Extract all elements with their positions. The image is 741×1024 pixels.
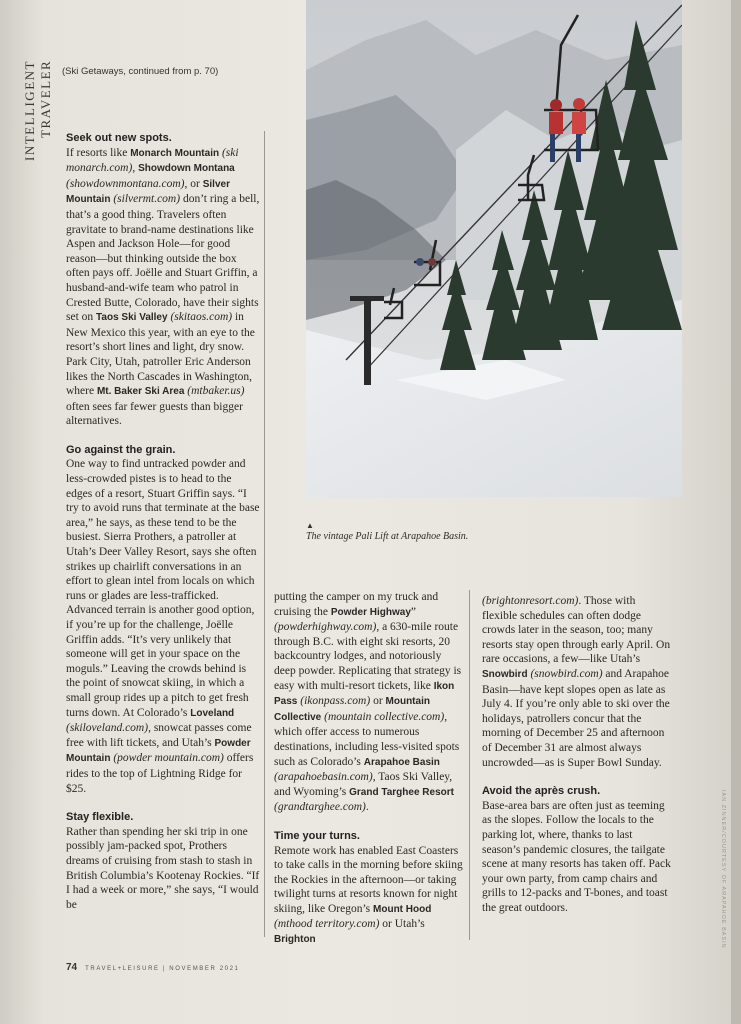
resort-name: Powder Highway [330, 606, 411, 618]
page-number: 74 [66, 962, 78, 973]
paragraph [482, 594, 672, 770]
resort-url: (skiloveland.com) [66, 722, 149, 735]
masthead-date: TRAVEL+LEISURE | NOVEMBER 2021 [85, 966, 240, 972]
resort-name: Arapahoe Basin [363, 756, 440, 768]
resort-url: (mtbaker.us) [184, 385, 245, 398]
column-1 [66, 131, 260, 912]
caption-marker: ▲ [306, 521, 314, 530]
subhead: Time your turns. [274, 829, 360, 842]
text: and Arapahoe Basin—have kept slopes open as late as July 4. If you’re only able to ski over the holidays, patrollers concur that the morning of December 25 and afternoon of December 31 are almost always uncrowded—as is Super Bowl Sunday. [482, 667, 670, 769]
resort-name: Brighton [274, 934, 316, 946]
subhead: Stay flexible. [66, 811, 134, 824]
ski-lift-photo [306, 0, 682, 497]
text: , Taos Ski Valley, and Wyoming’s [274, 771, 453, 798]
resort-name: Silver Mountain [66, 178, 230, 206]
ski-lift-illustration [306, 0, 682, 497]
text: offers rides to the top of Lightning Ridge for $25. [66, 752, 254, 795]
subhead: Seek out new spots. [66, 132, 172, 144]
resort-name: Taos Ski Valley [96, 312, 168, 324]
resort-name: Mountain Collective [274, 696, 430, 723]
column-rule [469, 590, 470, 940]
resort-url: (ikonpass.com) [297, 695, 371, 708]
paragraph [66, 457, 260, 796]
resort-name: Showdown Montana [138, 163, 235, 175]
continued-note: (Ski Getaways, continued from p. 70) [62, 66, 219, 77]
paragraph: Base-area bars are often just as teeming as the slopes. Follow the locals to the parking lot, where, thanks to last season’s pandemic closures, the tailgate scene at many resorts has taken off. Pack your own party, from camp chairs and grills to 12-packs and T-bones, and toast the great outdoors. [482, 799, 671, 914]
subhead: Avoid the après crush. [482, 785, 601, 798]
paragraph: Rather than spending her ski trip in one possibly jam-packed spot, Prothers dreams of cruising from stash to stash in British Columbia’s Kootenay Rockies. “If I had a week or more,” she says, “I would be [66, 825, 260, 911]
resort-url: (showdownmontana.com) [66, 177, 185, 190]
text: , or [184, 177, 203, 190]
paragraph [274, 844, 464, 948]
photo-credit: IAN ZINNER/COURTESY OF ARAPAHOE BASIN [720, 790, 726, 949]
text: in New Mexico this year, with an eye to the resort’s short lines and light, dry snow. Park City, Utah, patroller Eric Anderson likes the North Cascades in Washington, where [66, 311, 255, 398]
text: don’t ring a bell, that’s a good thing. Travelers often gravitate to brand-name destinations like Aspen and Jackson Hole—for good reason—but thinking outside the box often pays off. Joëlle and Stuart Griffin, a husband-and-wife team who patrol in Crested Butte, Colorado, have their sights set on [66, 193, 260, 324]
resort-url: (powderhighway.com) [274, 621, 377, 634]
resort-url: (snowbird.com) [527, 667, 603, 680]
photo-caption: The vintage Pali Lift at Arapahoe Basin. [306, 531, 469, 542]
text: . [365, 801, 369, 814]
column-3 [482, 594, 672, 915]
text: or [370, 695, 386, 708]
text: , a 630-mile route through B.C. with eight ski resorts, 20 backcountry lodges, and notoriously deep powder. Replicating that strategy is easy with multi-resort tickets, like [274, 621, 462, 692]
page-edge [731, 0, 741, 1024]
resort-url: (powder mountain.com) [110, 752, 224, 765]
resort-url: (ski monarch.com) [66, 146, 239, 175]
text: , which offer access to numerous destinations, including less-visited spots such as Colorado’s [274, 710, 460, 768]
resort-name: Loveland [190, 707, 235, 719]
resort-url: (arapahoebasin.com) [274, 771, 373, 784]
text: ” [410, 605, 416, 618]
subhead: Go against the grain. [66, 443, 176, 456]
text: If resorts like [66, 146, 131, 159]
resort-url: (skitaos.com) [167, 311, 233, 324]
resort-url: (grandtarghee.com) [274, 801, 366, 814]
resort-name: Mt. Baker Ski Area [96, 386, 185, 398]
column-2 [274, 590, 464, 948]
text: , [132, 162, 139, 175]
resort-url: (brightonresort.com) [482, 595, 579, 607]
text: , snowcat passes come free with lift tickets, and Utah’s [66, 722, 252, 749]
text: Remote work has enabled East Coasters to take calls in the morning before skiing the Rockies in the afternoon—or taking twilight turns at resorts known for night skiing, like Oregon’s [274, 844, 463, 915]
paragraph [274, 590, 464, 815]
resort-url: (silvermt.com) [110, 193, 181, 206]
resort-name: Powder Mountain [66, 737, 251, 765]
column-rule [264, 131, 265, 937]
text: . Those with flexible schedules can often dodge crowds later in the season, too; many resorts stay open through early April. On rare occasions, a few—like Utah’s [482, 595, 671, 666]
paragraph [66, 146, 260, 429]
text: or Utah’s [379, 918, 425, 931]
resort-name: Grand Targhee Resort [349, 786, 454, 798]
resort-url: (mthood territory.com) [274, 918, 380, 931]
page-folio [66, 962, 239, 973]
text: often sees far fewer guests than bigger alternatives. [66, 400, 243, 428]
resort-name: Mount Hood [373, 903, 432, 915]
text: One way to find untracked powder and less-crowded pistes is to head to the edges of a resort, Stuart Griffin says. “I try to avoid runs that terminate at the base area,” he says, as these tend to be the busiest. Sierra Prothers, a patroller at Utah’s Deer Valley Resort, says she often strikes up chairlift conversations in an effort to glean intel from locals on which runs or glades are less-trafficked. Advanced terrain is another good option, if you’re up for the challenge, Joëlle Griffin adds. “It’s very unlikely that someone will get in your space on the moguls.” Leaving the crowds behind is the point of snowcat skiing, in which a small group rides up a pitch to get fresh turns down. At Colorado’s [66, 458, 260, 719]
section-label: INTELLIGENT TRAVELER [22, 60, 53, 161]
text: putting the camper on my truck and cruising the [274, 591, 439, 618]
resort-url: (mountain collective.com) [321, 710, 445, 723]
resort-name: Snowbird [482, 668, 528, 680]
resort-name: Ikon Pass [274, 680, 455, 708]
resort-name: Monarch Mountain [130, 147, 220, 159]
